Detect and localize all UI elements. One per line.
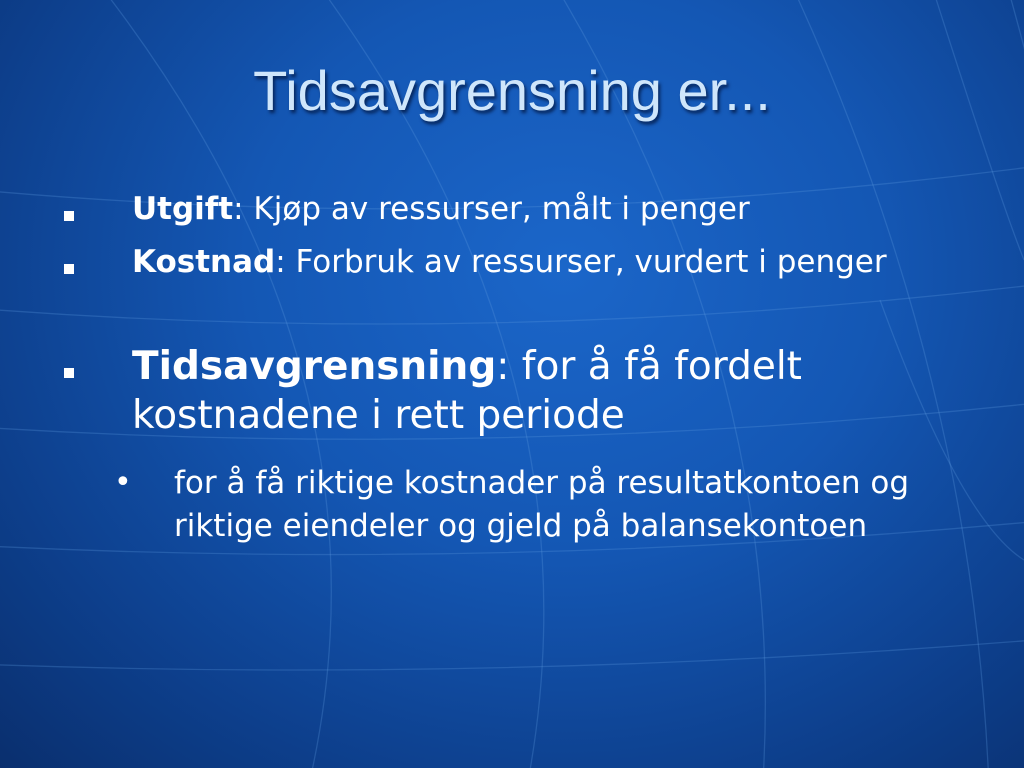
bullet-text: for å få fordelt kostnadene i rett periode [132, 344, 802, 438]
bullet-text: Kjøp av ressurser, målt i penger [243, 191, 750, 227]
sub-bullet-item [174, 462, 974, 548]
bullet-separator: : [233, 191, 244, 227]
sub-bullet-text: for å få riktige kostnader på resultatkontoen og riktige eiendeler og gjeld på balansekontoen [174, 465, 910, 544]
bullet-item-utgift [132, 191, 992, 229]
bullet-item-kostnad [132, 244, 972, 282]
bullet-term: Kostnad [132, 244, 276, 280]
square-bullet-icon [64, 368, 74, 378]
bullet-separator: : [496, 344, 510, 389]
bullet-item-tidsavgrensning [132, 343, 992, 441]
bullet-term: Utgift [132, 191, 234, 227]
dot-bullet-icon: • [114, 465, 132, 500]
square-bullet-icon [64, 264, 74, 274]
slide-title: Tidsavgrensning er... [253, 59, 771, 122]
bullet-separator: : [275, 244, 286, 280]
bullet-text: Forbruk av ressurser, vurdert i penger [285, 244, 887, 280]
bullet-term: Tidsavgrensning [132, 344, 497, 389]
square-bullet-icon [64, 211, 74, 221]
